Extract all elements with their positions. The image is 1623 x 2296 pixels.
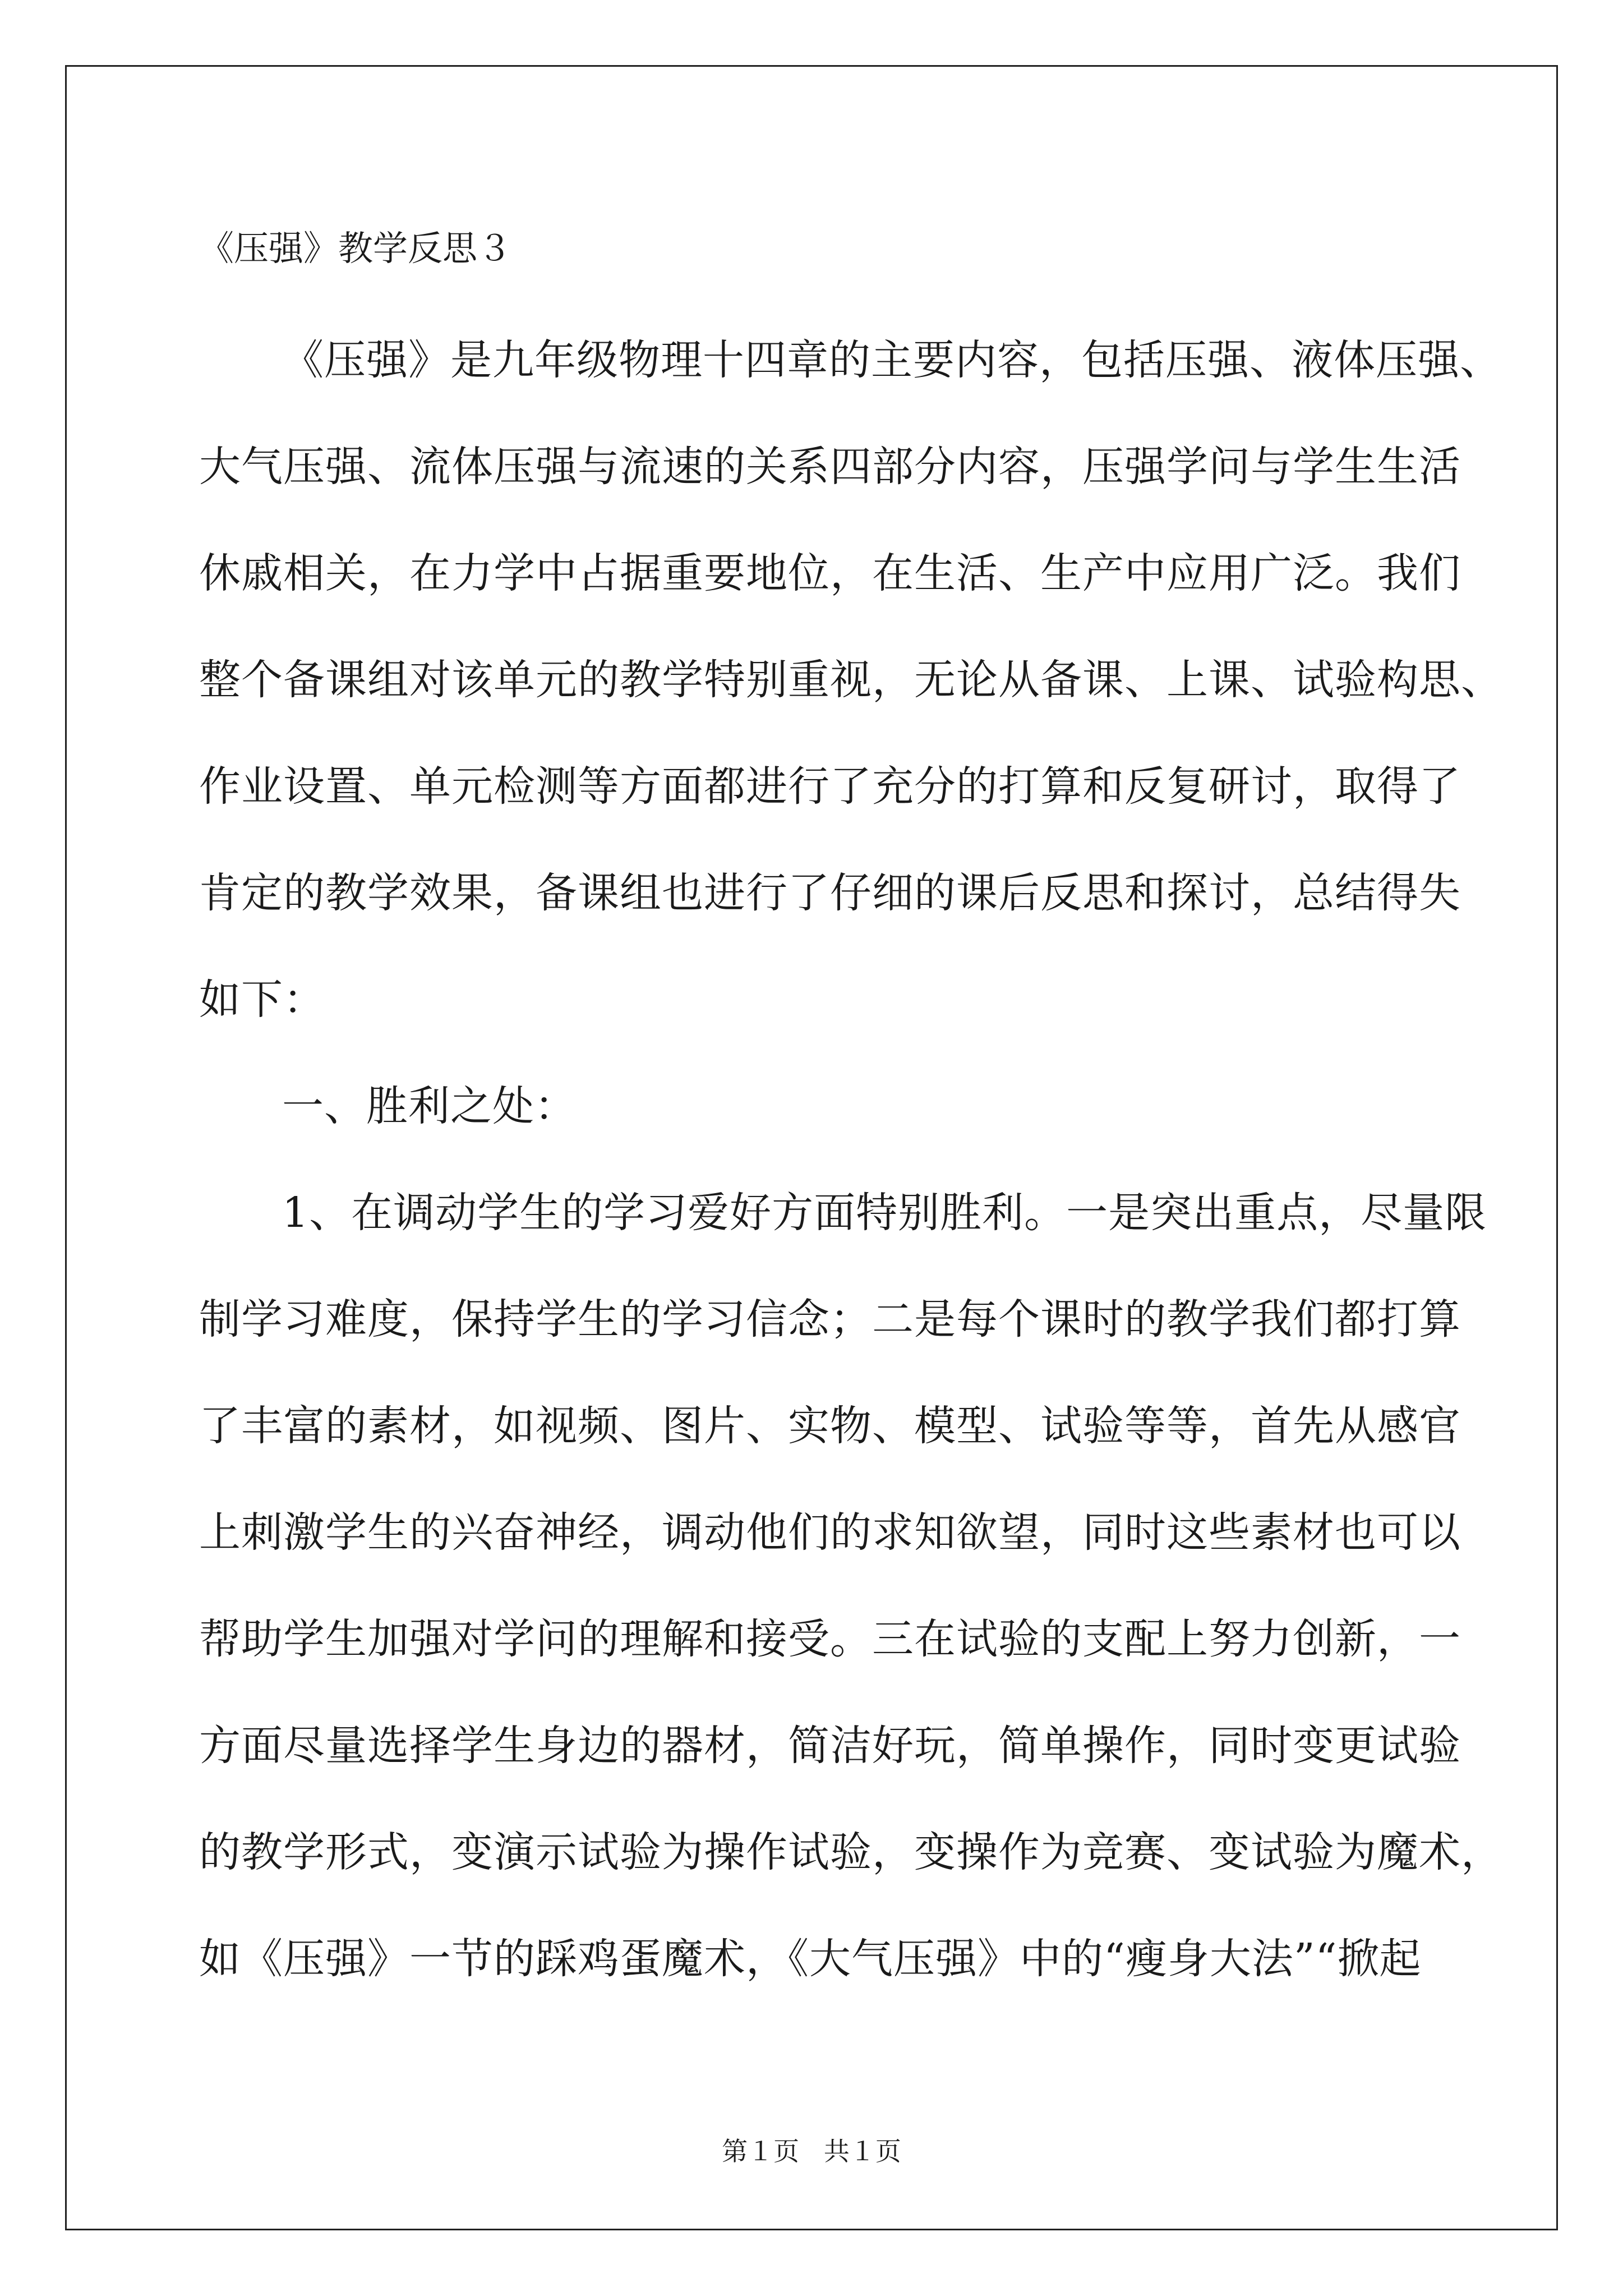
paragraph-line: 帮助学生加强对学问的理解和接受。三在试验的支配上努力创新，一: [199, 1615, 1461, 1663]
paragraph-line: 制学习难度，保持学生的学习信念；二是每个课时的教学我们都打算: [199, 1295, 1461, 1343]
paragraph-line: 大气压强、流体压强与流速的关系四部分内容，压强学问与学生生活: [199, 443, 1461, 491]
paragraph-line: 整个备课组对该单元的教学特别重视，无论从备课、上课、试验构思、: [199, 656, 1503, 704]
paragraph-line: 《压强》是九年级物理十四章的主要内容，包括压强、液体压强、: [282, 336, 1502, 384]
paragraph-line: 肯定的教学效果，备课组也进行了仔细的课后反思和探讨，总结得失: [199, 869, 1461, 917]
paragraph-line: 休戚相关，在力学中占据重要地位，在生活、生产中应用广泛。我们: [199, 549, 1461, 597]
paragraph-line: 上刺激学生的兴奋神经，调动他们的求知欲望，同时这些素材也可以: [199, 1508, 1461, 1557]
paragraph-line: 的教学形式，变演示试验为操作试验，变操作为竞赛、变试验为魔术，: [199, 1828, 1503, 1876]
paragraph-line: 如《压强》一节的踩鸡蛋魔术，《大气压强》中的“瘦身大法”“掀起: [199, 1935, 1422, 1983]
section-heading: 一、胜利之处：: [282, 1082, 577, 1130]
document-title: 《压强》教学反思３: [199, 228, 513, 269]
paragraph-line: 如下：: [199, 976, 325, 1024]
paragraph-line: 方面尽量选择学生身边的器材，简洁好玩，简单操作，同时变更试验: [199, 1722, 1461, 1770]
paragraph-line: 1、在调动学生的学习爱好方面特别胜利。一是突出重点，尽量限: [282, 1189, 1487, 1237]
page-border: [65, 65, 1558, 2230]
paragraph-line: 了丰富的素材，如视频、图片、实物、模型、试验等等，首先从感官: [199, 1402, 1461, 1450]
page-footer: 第１页 共１页: [722, 2136, 901, 2166]
paragraph-line: 作业设置、单元检测等方面都进行了充分的打算和反复研讨，取得了: [199, 762, 1461, 811]
